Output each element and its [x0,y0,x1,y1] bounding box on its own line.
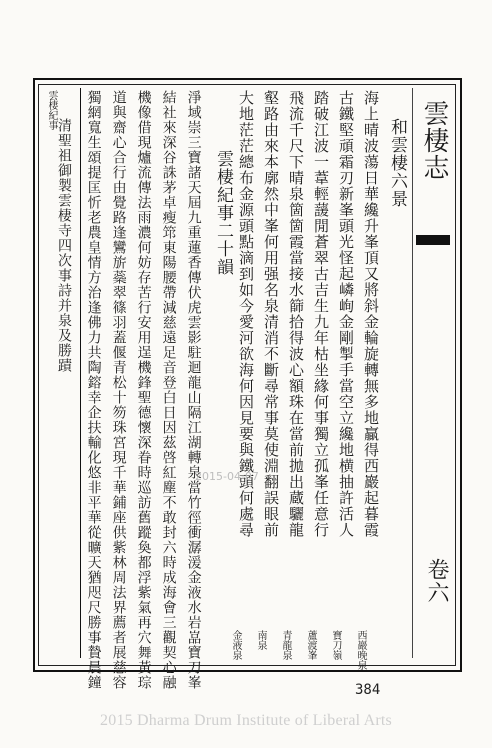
column-note: 南泉 [255,630,266,650]
text-column: 淨域崇三寶諸天屆九重蓮香傳伏虎雲影駐迴龍山隔江湖轉泉當竹徑衝潺湲金液水岩嵓寶刀峯 [185,90,202,690]
column-note: 青龍泉 [280,630,291,660]
column-note: 金液泉 [230,630,241,660]
text-column: 道與齋心合行由覺路逢鸞旂蘂翠篠羽蓋偃青松十笏珠宮現千華鋪座供紫林周法界薦者展慈容 [110,90,127,690]
column-note: 寶刀嶺 [330,630,341,660]
page-number: 384 [355,682,381,698]
chapter-label: 卷六 [424,558,449,604]
column-note: 西巖晚泉 [355,630,366,670]
poem-title: 雲棲紀事二十韻 [213,150,233,276]
text-column: 踏破江波一葦輕蘐閒蒼翠古吉生九年枯坐緣何事獨立孤峯任意行 [312,90,330,538]
text-column: 大地茫茫總布金源頭點滴到如今愛河欲海何因見要與鐵頭何處尋 [237,90,255,538]
text-column: 海上晴波蕩日華纔升峯頂又將斜金輪旋轉無多地贏得西巖起暮霞 [362,90,380,538]
text-column: 獨網寬生頌提匡忻老農皇情方治逢佛力共陶鎔幸企扶輸化悠非平華從曠天猶咫尺勝事贄晨鐘 [85,90,102,690]
text-column: 機像借現爐流傳法雨濃何妨存苦行安用逞機鋒聖德懷深眷時巡訪舊蹤奐都浮紫氣再穴舞黃琮 [135,90,152,690]
book-title-band [414,88,452,658]
title-divider-bar [416,235,450,245]
watermark-text: 2015 Dharma Drum Institute of Liberal Arts [100,712,392,729]
source-line: 清聖祖御製雲棲寺四次事詩并泉及勝蹟 [56,118,72,373]
column-note: 蘆渡峯 [305,630,316,660]
text-column: 飛流千尺下晴泉箇箇霞當接水篩拾得波心額珠在當前拋出蔵驪龍 [287,90,305,538]
scan-stamp: 2015-04-07 [195,470,259,483]
book-title: 雲棲志 [419,100,449,181]
title-band-rule [412,88,413,658]
margin-label: 雲棲紀事 [46,90,57,130]
text-column: 壑路由來本廓然中峯何用强名泉清消不斷尋常事莫使淵翻誤眼前 [262,90,280,538]
column-divider [80,88,81,658]
text-column: 結社來深谷誅茅卓瘦筇東陽腰帶減慈遠足音登白日因茲啓紅塵不敢封六時成海會三觀契心融 [160,90,177,690]
section-heading: 和雲棲六景 [387,118,407,208]
text-column: 古鐵堅頑霜刃新峯頭光怪起嶙峋金剛掣手當空立纔地横抽許活人 [337,90,355,538]
